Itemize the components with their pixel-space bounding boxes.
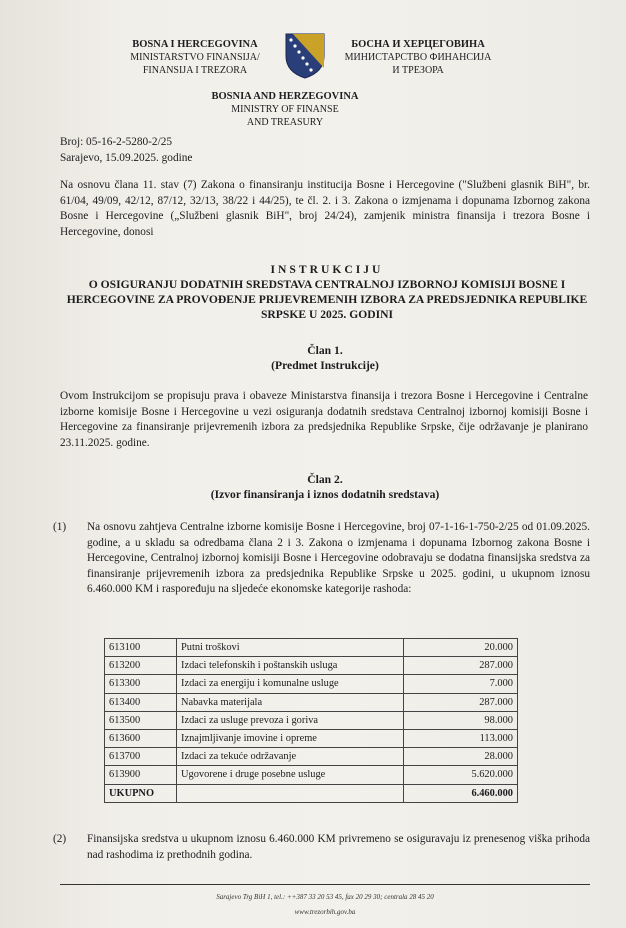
table-total-row xyxy=(105,784,518,802)
expense-code: 613300 xyxy=(105,675,177,693)
header-right-line3: И ТРЕЗОРА xyxy=(392,65,444,76)
article1-subheading: (Predmet Instrukcije) xyxy=(271,359,379,372)
expense-description: Nabavka materijala xyxy=(177,693,404,711)
article1-heading: Član 1. xyxy=(307,344,343,357)
table-row xyxy=(105,748,518,766)
header-left xyxy=(110,38,280,77)
paragraph2-text: Finansijska sredstva u ukupnom iznosu 6.460.000 KM privremeno se osiguravaju iz prenesenog viška prihoda nad rashodima iz prethodnih godina. xyxy=(87,833,590,861)
expense-code: 613400 xyxy=(105,693,177,711)
footer-divider xyxy=(60,884,590,885)
footer-website: www.trezorbih.gov.ba xyxy=(294,908,356,916)
table-row xyxy=(105,639,518,657)
table-row xyxy=(105,675,518,693)
table-row xyxy=(105,766,518,784)
expense-description: Putni troškovi xyxy=(177,639,404,657)
expense-amount: 7.000 xyxy=(404,675,518,693)
intro-paragraph: Na osnovu člana 11. stav (7) Zakona o finansiranju institucija Bosne i Hercegovine ("Službeni glasnik BiH", br. 61/04, 49/09, 42/12, 87/12, 32/13, 38/22 i 44/25), te čl. 2. i 3. Zakona o izmjenama i dopunama Izbornog zakona Bosne i Hercegovine („Službeni glasnik BiH", broj 24/24), zamjenik ministra finansija i trezora Bosne i Hercegovine, donosi xyxy=(60,179,590,238)
expense-amount: 20.000 xyxy=(404,639,518,657)
article2-subheading: (Izvor finansiranja i iznos dodatnih sredstava) xyxy=(210,488,440,501)
paragraph1-number: (1) xyxy=(53,521,67,533)
expense-amount: 98.000 xyxy=(404,711,518,729)
expense-code: 613600 xyxy=(105,729,177,747)
header-center xyxy=(200,90,370,129)
table-row xyxy=(105,711,518,729)
article2-heading: Član 2. xyxy=(307,473,343,486)
expense-amount: 287.000 xyxy=(404,657,518,675)
total-empty-cell xyxy=(177,784,404,802)
expense-code: 613700 xyxy=(105,748,177,766)
table-row xyxy=(105,693,518,711)
reference-block xyxy=(60,135,360,166)
article1-text: Ovom Instrukcijom se propisuju prava i obaveze Ministarstva finansija i trezora Bosne i Hercegovine i Centralne izborne komisije Bosne i Hercegovine u vezi osiguranja dodatnih sredstava Centralnoj izbornoj komisiji Bosne i Hercegovine za finansiranje prijevremenih izbora za predsjednika Republike Srpske, čije održavanje je planirano 23.11.2025. godine. xyxy=(60,390,588,449)
expense-description: Izdaci za energiju i komunalne usluge xyxy=(177,675,404,693)
expense-description: Ugovorene i druge posebne usluge xyxy=(177,766,404,784)
paragraph1-text: Na osnovu zahtjeva Centralne izborne komisije Bosne i Hercegovine, broj 07-1-16-1-750-2/25 od 01.09.2025. godine, a u skladu sa odredbama člana 2 i 3. Zakona o izmjenama i dopunama Izbornog zakona Bosne i Hercegovine, Centralnoj izbornoj komisiji Bosne i Hercegovine odobravaju se dodatna finansijska sredstva za finansiranje prijevremenih izbora za predsjednika Republike Srpske u 2025. godini, u ukupnom iznosu 6.460.000 KM i raspoređuju na sljedeće ekonomske kategorije rashoda: xyxy=(87,521,590,595)
reference-date: Sarajevo, 15.09.2025. godine xyxy=(60,151,193,164)
header-right-line2: МИНИСТАРСТВО ФИНАНСИЈА xyxy=(344,52,492,63)
header-center-line2: MINISTRY OF FINANSE xyxy=(231,104,339,115)
total-label: UKUPNO xyxy=(105,784,177,802)
expense-code: 613100 xyxy=(105,639,177,657)
expense-code: 613500 xyxy=(105,711,177,729)
reference-number: Broj: 05-16-2-5280-2/25 xyxy=(60,136,173,148)
document-subtitle: O OSIGURANJU DODATNIH SREDSTAVA CENTRALNOJ IZBORNOJ KOMISIJI BOSNE I HERCEGOVINE ZA PROVOĐENJE PRIJEVREMENIH IZBORA ZA PREDSJEDNIKA REPUBLIKE SRPSKE U 2025. GODINI xyxy=(66,278,588,321)
total-amount: 6.460.000 xyxy=(404,784,518,802)
expense-amount: 287.000 xyxy=(404,693,518,711)
header-center-line3: AND TREASURY xyxy=(246,117,324,128)
expense-code: 613900 xyxy=(105,766,177,784)
expense-amount: 113.000 xyxy=(404,729,518,747)
header-left-line2: MINISTARSTVO FINANSIJA/ xyxy=(130,52,260,63)
header-left-line1: BOSNA I HERCEGOVINA xyxy=(132,39,258,50)
expense-description: Izdaci telefonskih i poštanskih usluga xyxy=(177,657,404,675)
header-right xyxy=(328,38,508,77)
header-center-line1: BOSNIA AND HERZEGOVINA xyxy=(211,91,359,102)
expense-amount: 28.000 xyxy=(404,748,518,766)
footer-address: Sarajevo Trg BiH 1, tel.: ++387 33 20 53 45, fax 20 29 30; centrala 28 45 20 xyxy=(216,893,434,901)
expense-description: Izdaci za tekuće održavanje xyxy=(177,748,404,766)
coat-of-arms-icon xyxy=(284,32,326,80)
expense-table xyxy=(104,638,518,803)
expense-code: 613200 xyxy=(105,657,177,675)
table-row xyxy=(105,657,518,675)
table-row xyxy=(105,729,518,747)
expense-description: Iznajmljivanje imovine i opreme xyxy=(177,729,404,747)
expense-description: Izdaci za usluge prevoza i goriva xyxy=(177,711,404,729)
paragraph2-number: (2) xyxy=(53,833,67,845)
expense-amount: 5.620.000 xyxy=(404,766,518,784)
header-left-line3: FINANSIJA I TREZORA xyxy=(142,65,248,76)
document-title: INSTRUKCIJU xyxy=(270,263,384,276)
header-right-line1: БОСНА И ХЕРЦЕГОВИНА xyxy=(351,39,485,50)
